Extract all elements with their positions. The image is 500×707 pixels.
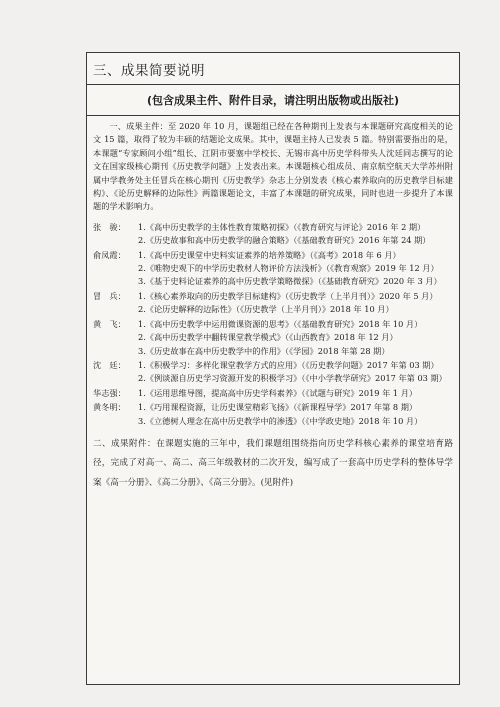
publication-item: 3.《历史故事在高中历史教学中的作用》（《学园》2018 年第 28 期） <box>138 345 390 356</box>
author-name: 沈 廷： <box>93 359 126 370</box>
publication-item: 1.《积极学习：多样化课堂教学方式的应用》（《历史教学问题》2017 年第 03 期） <box>138 359 439 370</box>
section-body <box>87 116 459 493</box>
publication-item: 1.《巧用课程资源，让历史课堂精彩飞扬》（《新课程导学》2017 年第 8 期） <box>138 402 418 413</box>
publication-item: 1.《运用思维导图，提高高中历史学科素养》（《试题与研究》2019 年 1 月） <box>138 387 418 398</box>
author-name: 冒 兵： <box>93 290 126 301</box>
publication-item: 2.《高中历史教学中翻转课堂教学模式》（《山西教育》2018 年 12 月） <box>138 332 398 343</box>
publication-item: 2.《唯物史观下的中学历史教材人物评价方法浅析》（《教育观察》2019 年 12 月） <box>138 263 439 274</box>
author-entry <box>93 401 453 428</box>
publication-item: 1.《高中历史教学的主体性教育策略初探》（《教育研究与评论》2016 年 2 期） <box>138 221 426 232</box>
publication-item: 2.《论历史解释的边际性》（《历史教学（上半月刊）》2018 年 10 月） <box>138 304 394 315</box>
author-name: 黄 飞： <box>93 318 126 329</box>
main-results-paragraph: 一、成果主件：至 2020 年 10 月，课题组已经在各种期刊上发表与本课题研究高度相关的论文 15 篇，取得了较为丰硕的结题论文成果。其中，课题主持人已发表 5 篇。特别需要指出的是，本课题“专家顾问小组”组长、江阴市要塞中学校长、无锡市高中历史学科带头人沈廷同志撰写的论文在国家级核心期刊《历史教学问题》上发表出来。本课题核心组成员、南京航空航天大学苏州附属中学教务处主任冒兵在核心期刊《历史教学》杂志上分别发表《核心素养取向的历史教学目标建构》、《论历史解释的边际性》两篇课题论文，丰富了本课题的研究成果，同时也进一步提升了本课题的学术影响力。 <box>93 121 453 212</box>
author-name: 俞凤霞： <box>93 249 126 260</box>
publication-item: 3.《立德树人理念在高中历史教学中的渗透》（《中学政史地》2018 年 10 月） <box>138 415 423 426</box>
author-entry <box>93 290 453 317</box>
publication-item: 1.《高中历史教学中运用微课资源的思考》（《基础教育研究》2018 年 10 月） <box>138 318 423 329</box>
results-summary-table <box>86 52 460 685</box>
section-title: 三、成果简要说明 <box>87 53 459 85</box>
author-name: 黄冬明： <box>93 402 126 413</box>
author-name: 张 骏： <box>93 221 126 232</box>
publication-item: 2.《历史故事和高中历史教学的融合策略》（《基础教育研究》2016 年第 24 期） <box>138 235 431 246</box>
publication-item: 2.《例谈源自历史学习资源开发的积极学习》（《中小学教学研究》2017 年第 03 期） <box>138 373 447 384</box>
author-entry <box>93 221 453 248</box>
attachments-paragraph: 二、成果附件：在课题实施的三年中，我们课题组围绕指向历史学科核心素养的课堂培育路径，完成了对高一、高二、高三年级教材的二次开发，编写成了一套高中历史学科的整体导学案《高一分册》、《高二分册》、《高三分册》。(见附件) <box>93 438 453 488</box>
publication-item: 1.《高中历史课堂中史料实证素养的培养策略》（《高考》2018 年 6 月） <box>138 249 401 260</box>
publication-item: 1.《核心素养取向的历史教学目标建构》（《历史教学（上半月刊）》2020 年 5 月） <box>138 290 438 301</box>
author-entry <box>93 359 453 386</box>
author-entry <box>93 249 453 289</box>
publication-item: 3.《基于史料论证素养的高中历史教学策略微探》（《基础教育研究》2020 年 3 月） <box>138 276 442 287</box>
author-name: 华志强： <box>93 387 126 398</box>
author-entry <box>93 318 453 358</box>
publication-list <box>93 221 453 428</box>
author-entry <box>93 387 453 400</box>
section-subtitle: (包含成果主件、附件目录，请注明出版物或出版社) <box>87 85 459 116</box>
